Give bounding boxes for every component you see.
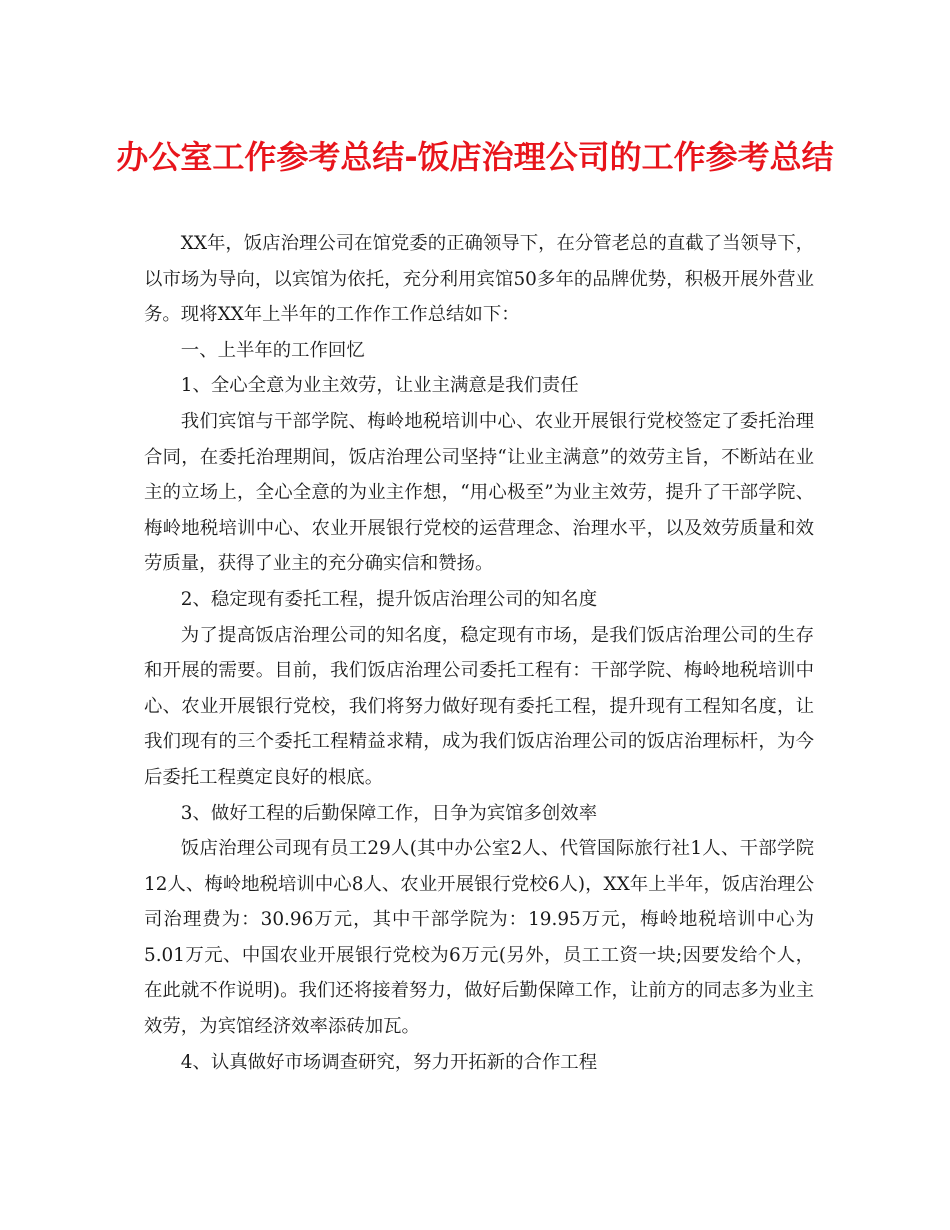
paragraph-intro: XX年，饭店治理公司在馆党委的正确领导下，在分管老总的直截了当领导下，以市场为导向，以宾馆为依托，充分利用宾馆50多年的品牌优势，积极开展外营业务。现将XX年上半年的工作作工作总结如下： — [144, 233, 814, 326]
subheading-2: 2、稳定现有委托工程，提升饭店治理公司的知名度 — [180, 588, 598, 610]
paragraph-3: 饭店治理公司现有员工29人(其中办公室2人、代管国际旅行社1人、干部学院12人、梅岭地税培训中心8人、农业开展银行党校6人)，XX年上半年，饭店治理公司治理费为：30.96万元，其中干部学院为：19.95万元，梅岭地税培训中心为5.01万元、中国农业开展银行党校为6万元(另外，员工工资一块;因要发给个人，在此就不作说明)。我们还将接着努力，做好后勤保障工作，让前方的同志多为业主效劳，为宾馆经济效率添砖加瓦。 — [144, 838, 814, 1038]
subheading-3: 3、做好工程的后勤保障工作，日争为宾馆多创效率 — [180, 802, 598, 824]
subheading-4: 4、认真做好市场调查研究，努力开拓新的合作工程 — [180, 1051, 598, 1073]
paragraph-2: 为了提高饭店治理公司的知名度，稳定现有市场，是我们饭店治理公司的生存和开展的需要。目前，我们饭店治理公司委托工程有：干部学院、梅岭地税培训中心、农业开展银行党校，我们将努力做好现有委托工程，提升现有工程知名度，让我们现有的三个委托工程精益求精，成为我们饭店治理公司的饭店治理标杆，为今后委托工程奠定良好的根底。 — [144, 624, 814, 788]
document-title: 办公室工作参考总结-饭店治理公司的工作参考总结 — [116, 138, 834, 176]
subheading-1: 1、全心全意为业主效劳，让业主满意是我们责任 — [180, 375, 579, 397]
paragraph-1: 我们宾馆与干部学院、梅岭地税培训中心、农业开展银行党校签定了委托治理合同，在委托治理期间，饭店治理公司坚持“让业主满意”的效劳主旨，不断站在业主的立场上，全心全意的为业主作想，“用心极至”为业主效劳，提升了干部学院、梅岭地税培训中心、农业开展银行党校的运营理念、治理水平，以及效劳质量和效劳质量，获得了业主的充分确实信和赞扬。 — [144, 410, 814, 575]
document-body — [144, 226, 814, 1080]
section-heading-review: 一、上半年的工作回忆 — [180, 339, 365, 361]
